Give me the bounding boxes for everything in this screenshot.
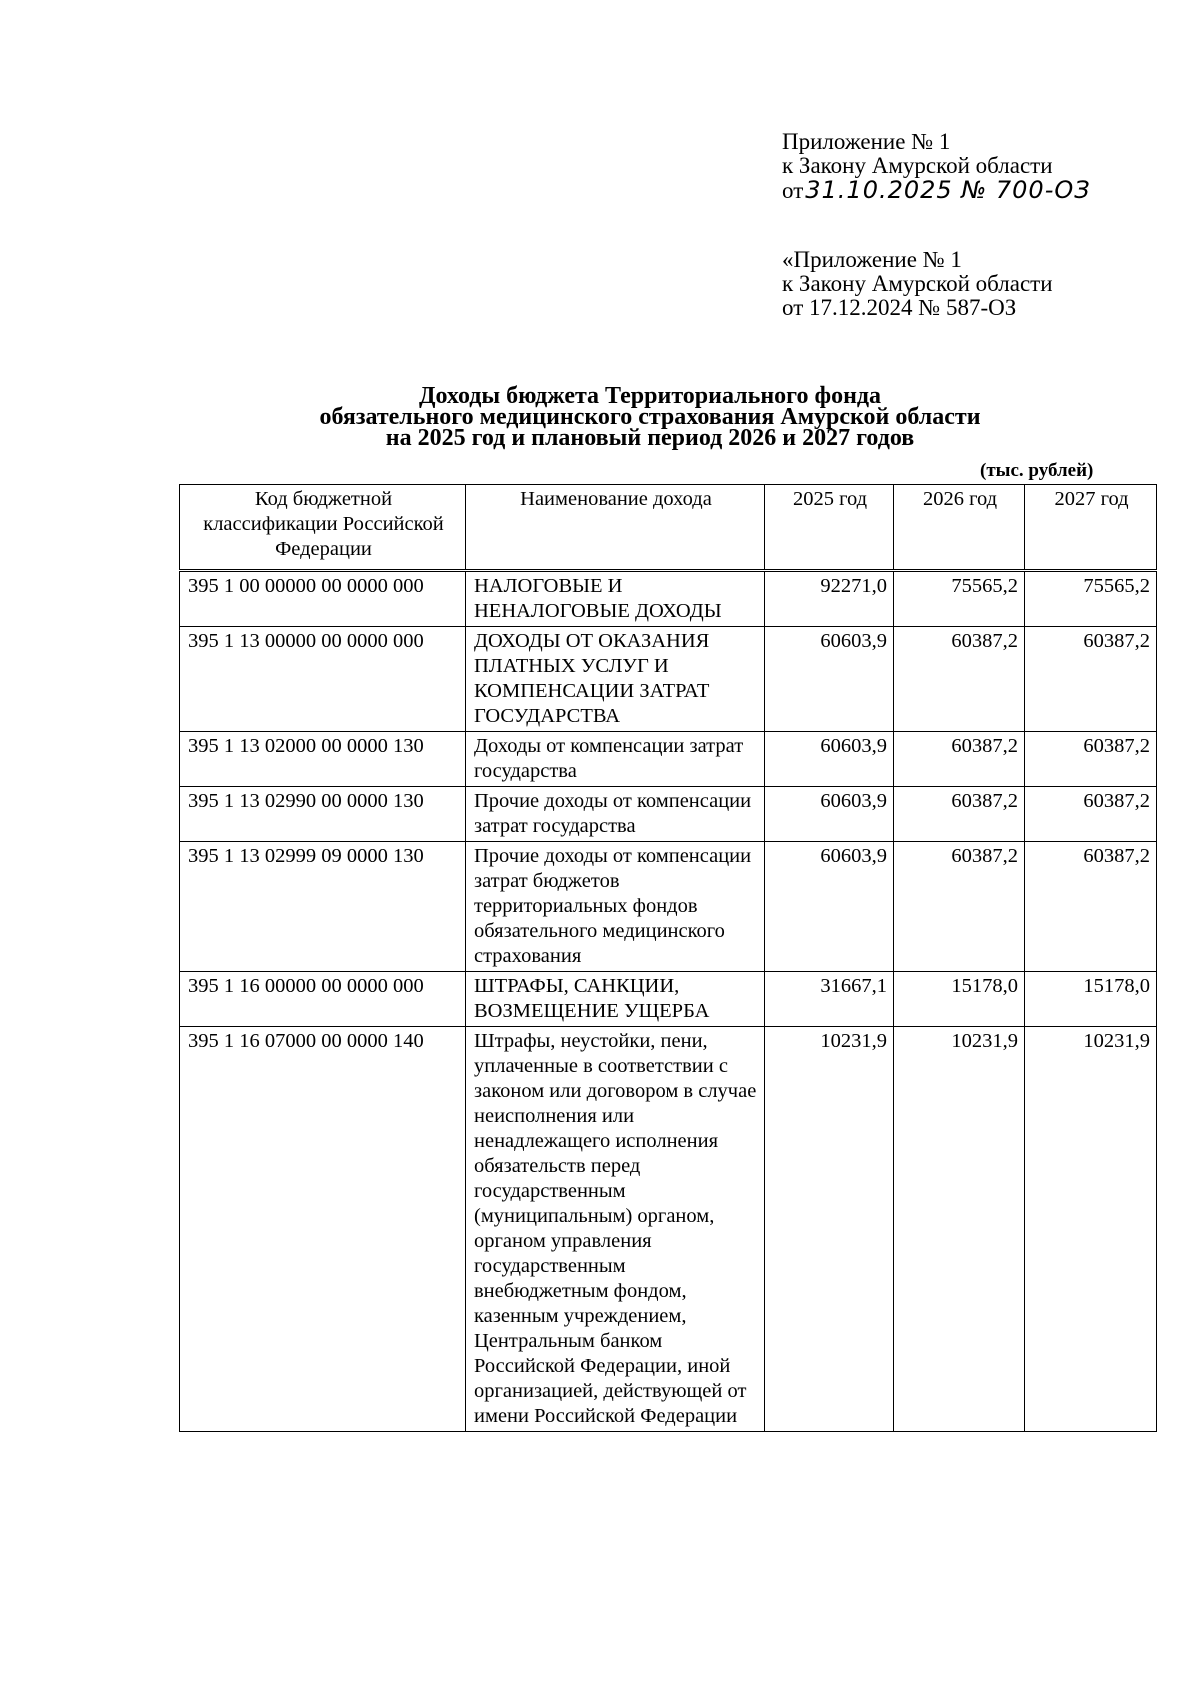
header-2027: 2027 год — [1025, 485, 1157, 571]
appendix-current — [782, 130, 1091, 203]
row-2026: 60387,2 — [894, 627, 1025, 732]
row-code: 395 1 13 02999 09 0000 130 — [180, 842, 466, 972]
row-2027: 60387,2 — [1025, 787, 1157, 842]
row-code: 395 1 13 02000 00 0000 130 — [180, 732, 466, 787]
row-2026: 60387,2 — [894, 787, 1025, 842]
table-row — [180, 972, 1157, 1027]
row-2026: 75565,2 — [894, 571, 1025, 627]
row-code: 395 1 16 00000 00 0000 000 — [180, 972, 466, 1027]
appendix-original-line2: к Закону Амурской области — [782, 271, 1053, 296]
row-2026: 15178,0 — [894, 972, 1025, 1027]
header-name: Наименование дохода — [466, 485, 765, 571]
table-header-row — [180, 485, 1157, 571]
row-code: 395 1 13 00000 00 0000 000 — [180, 627, 466, 732]
row-2025: 60603,9 — [765, 732, 894, 787]
appendix-current-line1: Приложение № 1 — [782, 129, 951, 154]
row-2026: 60387,2 — [894, 842, 1025, 972]
row-name: НАЛОГОВЫЕ И НЕНАЛОГОВЫЕ ДОХОДЫ — [466, 571, 765, 627]
document-title — [160, 383, 1140, 451]
row-2027: 75565,2 — [1025, 571, 1157, 627]
title-line2: обязательного медицинского страхования Амурской области — [319, 404, 981, 430]
row-2027: 60387,2 — [1025, 627, 1157, 732]
appendix-original — [782, 248, 1053, 320]
row-2025: 92271,0 — [765, 571, 894, 627]
table-row — [180, 1027, 1157, 1432]
appendix-current-line3 — [782, 178, 1091, 203]
title-line1: Доходы бюджета Территориального фонда — [418, 383, 882, 409]
row-2027: 60387,2 — [1025, 732, 1157, 787]
handwritten-date-number: 31.10.2025 № 700-ОЗ — [805, 176, 1091, 204]
appendix-original-line3: от 17.12.2024 № 587-ОЗ — [782, 295, 1017, 320]
row-2026: 60387,2 — [894, 732, 1025, 787]
row-2027: 10231,9 — [1025, 1027, 1157, 1432]
table-row — [180, 787, 1157, 842]
header-2026: 2026 год — [894, 485, 1025, 571]
revenue-table — [179, 484, 1157, 1432]
row-2025: 60603,9 — [765, 842, 894, 972]
appendix-original-line1: «Приложение № 1 — [782, 247, 962, 272]
row-2025: 10231,9 — [765, 1027, 894, 1432]
row-code: 395 1 16 07000 00 0000 140 — [180, 1027, 466, 1432]
table-row — [180, 627, 1157, 732]
row-2027: 60387,2 — [1025, 842, 1157, 972]
row-name: Прочие доходы от компенсации затрат бюджетов территориальных фондов обязательного медицинского страхования — [466, 842, 765, 972]
table-row — [180, 732, 1157, 787]
appendix-current-prefix: от — [782, 178, 804, 203]
row-name: Доходы от компенсации затрат государства — [466, 732, 765, 787]
row-2025: 60603,9 — [765, 627, 894, 732]
row-2026: 10231,9 — [894, 1027, 1025, 1432]
row-code: 395 1 13 02990 00 0000 130 — [180, 787, 466, 842]
title-line3: на 2025 год и плановый период 2026 и 2027 годов — [385, 425, 915, 451]
header-code: Код бюджетной классификации Российской Федерации — [180, 485, 466, 571]
row-2027: 15178,0 — [1025, 972, 1157, 1027]
header-2025: 2025 год — [765, 485, 894, 571]
table-row — [180, 571, 1157, 627]
row-2025: 31667,1 — [765, 972, 894, 1027]
row-name: Прочие доходы от компенсации затрат государства — [466, 787, 765, 842]
row-name: Штрафы, неустойки, пени, уплаченные в соответствии с законом или договором в случае неисполнения или ненадлежащего исполнения обязательств перед государственным (муниципальным) органом, органом управления государственным внебюджетным фондом, казенным учреждением, Центральным банком Российской Федерации, иной организацией, действующей от имени Российской Федерации — [466, 1027, 765, 1432]
row-2025: 60603,9 — [765, 787, 894, 842]
row-name: ДОХОДЫ ОТ ОКАЗАНИЯ ПЛАТНЫХ УСЛУГ И КОМПЕНСАЦИИ ЗАТРАТ ГОСУДАРСТВА — [466, 627, 765, 732]
row-name: ШТРАФЫ, САНКЦИИ, ВОЗМЕЩЕНИЕ УЩЕРБА — [466, 972, 765, 1027]
appendix-current-line2: к Закону Амурской области — [782, 153, 1053, 178]
row-code: 395 1 00 00000 00 0000 000 — [180, 571, 466, 627]
units-label: (тыс. рублей) — [980, 460, 1094, 481]
table-row — [180, 842, 1157, 972]
